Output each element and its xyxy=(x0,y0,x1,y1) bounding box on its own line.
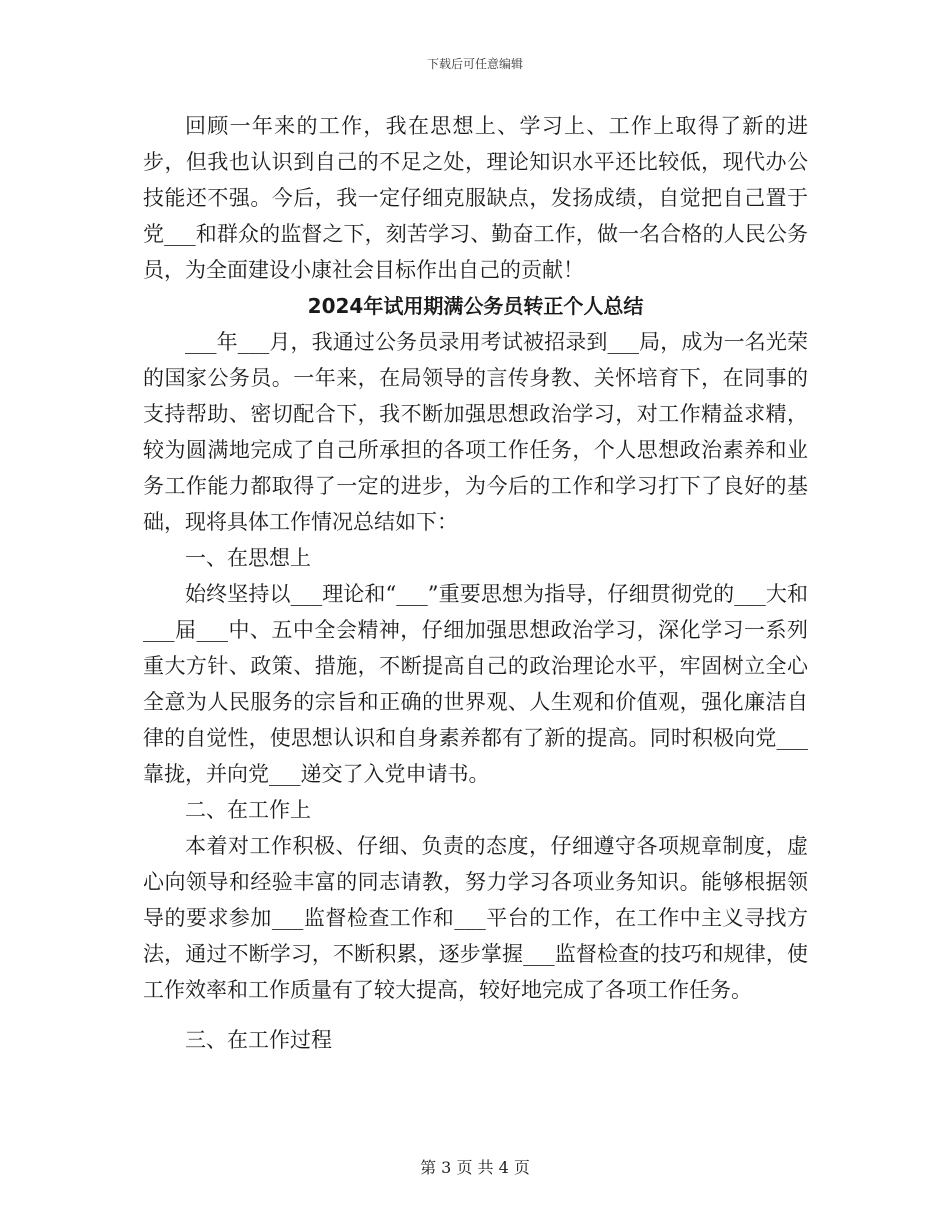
spacer xyxy=(143,1008,808,1022)
header-note: 下载后可任意编辑 xyxy=(426,57,523,71)
paragraph-intro: ___年___月，我通过公务员录用考试被招录到___局，成为一名光荣的国家公务员。一年来，在局领导的言传身教、关怀培育下，在同事的支持帮助、密切配合下，我不断加强思想政治学习，对工作精益求精，较为圆满地完成了自己所承担的各项工作任务，个人思想政治素养和业务工作能力都取得了一定的进步，为今后的工作和学习打下了良好的基础，现将具体工作情况总结如下： xyxy=(143,330,808,534)
section-heading-process: 三、在工作过程 xyxy=(185,1028,332,1052)
paragraph-work: 本着对工作积极、仔细、负责的态度，仔细遵守各项规章制度，虚心向领导和经验丰富的同志请教，努力学习各项业务知识。能够根据领导的要求参加___监督检查工作和___平台的工作，在工作中主义寻找方法，通过不断学习，不断积累，逐步掌握___监督检查的技巧和规律，使工作效率和工作质量有了较大提高，较好地完成了各项工作任务。 xyxy=(143,834,808,1002)
paragraph-review: 回顾一年来的工作，我在思想上、学习上、工作上取得了新的进步，但我也认识到自己的不足之处，理论知识水平还比较低，现代办公技能还不强。今后，我一定仔细克服缺点，发扬成绩，自觉把自己置于党___和群众的监督之下，刻苦学习、勤奋工作，做一名合格的人民公务员，为全面建设小康社会目标作出自己的贡献！ xyxy=(143,114,808,282)
document-title: 2024年试用期满公务员转正个人总结 xyxy=(307,294,644,318)
section-heading-work: 二、在工作上 xyxy=(185,798,311,822)
page-number: 第 3 页 共 4 页 xyxy=(420,1158,530,1177)
document-body xyxy=(143,108,808,1058)
section-heading-thought: 一、在思想上 xyxy=(185,546,311,570)
paragraph-thought: 始终坚持以___理论和“___”重要思想为指导，仔细贯彻党的___大和___届___中、五中全会精神，仔细加强思想政治学习，深化学习一系列重大方针、政策、措施，不断提高自己的政治理论水平，牢固树立全心全意为人民服务的宗旨和正确的世界观、人生观和价值观，强化廉洁自律的自觉性，使思想认识和自身素养都有了新的提高。同时积极向党___靠拢，并向党___递交了入党申请书。 xyxy=(143,582,808,786)
